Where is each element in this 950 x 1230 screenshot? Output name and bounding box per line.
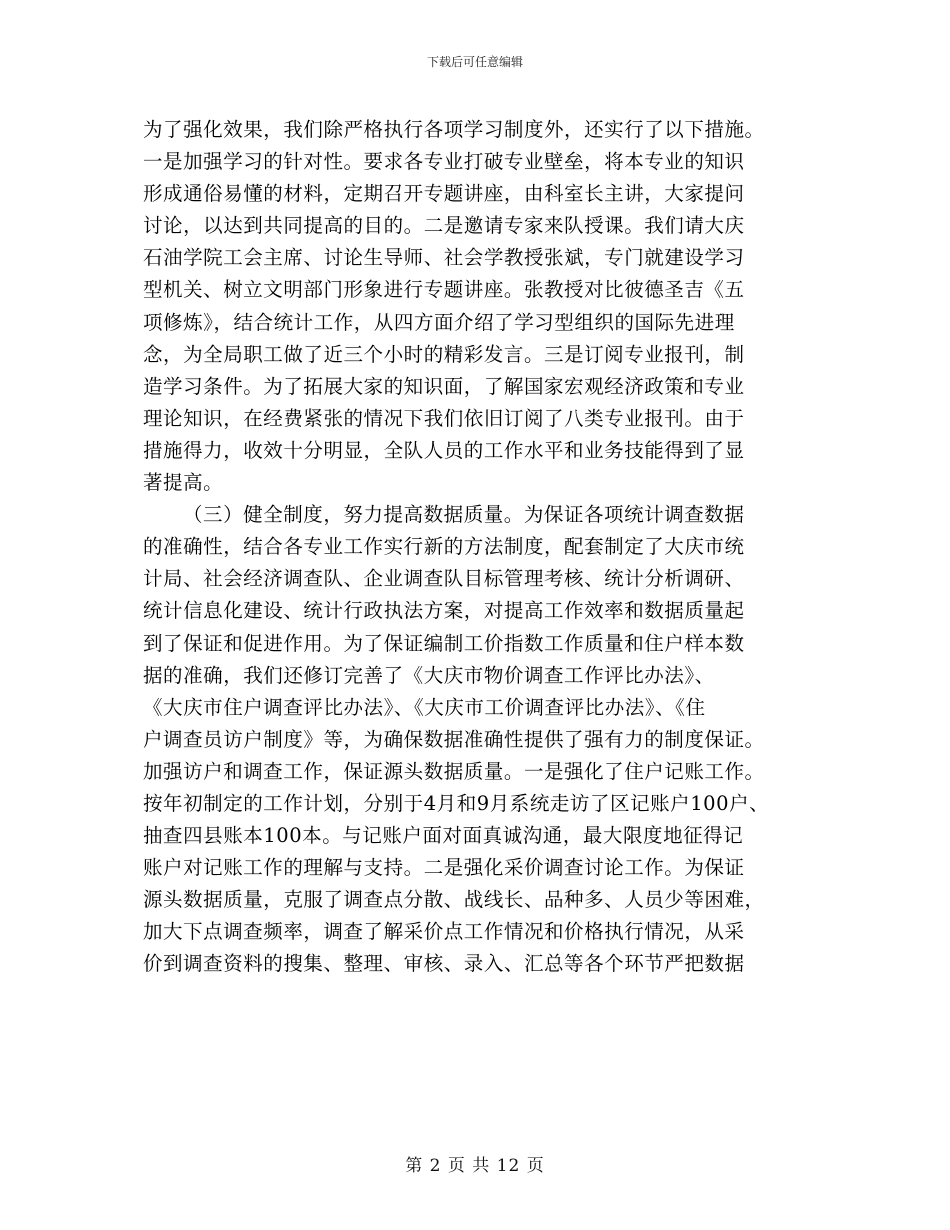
section-heading-line: （三）健全制度，努力提高数据质量。为保证各项统计调查数据 <box>183 503 745 527</box>
page-header-note: 下载后可任意编辑 <box>426 55 523 69</box>
text-line: 到了保证和促进作用。为了保证编制工价指数工作质量和住户样本数 <box>143 631 745 655</box>
text-line: 石油学院工会主席、讨论生导师、社会学教授张斌，专门就建设学习 <box>143 246 745 270</box>
text-line: 源头数据质量，克服了调查点分散、战线长、品种多、人员少等困难， <box>143 888 765 912</box>
text-line: 账户对记账工作的理解与支持。二是强化采价调查讨论工作。为保证 <box>143 856 745 880</box>
text-line: 理论知识，在经费紧张的情况下我们依旧订阅了八类专业报刊。由于 <box>143 406 745 430</box>
text-line: 讨论，以达到共同提高的目的。二是邀请专家来队授课。我们请大庆 <box>143 214 745 238</box>
text-line: 项修炼》，结合统计工作，从四方面介绍了学习型组织的国际先进理 <box>143 310 735 334</box>
text-line: 加强访户和调查工作，保证源头数据质量。一是强化了住户记账工作。 <box>143 759 765 783</box>
text-line: 著提高。 <box>143 471 224 495</box>
text-line: 抽查四县账本100本。与记账户面对面真诚沟通，最大限度地征得记 <box>143 824 744 848</box>
text-line: 计局、社会经济调查队、企业调查队目标管理考核、统计分析调研、 <box>143 567 745 591</box>
text-line: 按年初制定的工作计划，分别于4月和9月系统走访了区记账户100户、 <box>143 791 770 815</box>
text-line: 户调查员访户制度》等，为确保数据准确性提供了强有力的制度保证。 <box>143 727 765 751</box>
text-line: 价到调查资料的搜集、整理、审核、录入、汇总等各个环节严把数据 <box>143 952 745 976</box>
text-line: 形成通俗易懂的材料，定期召开专题讲座，由科室长主讲，大家提问 <box>143 182 745 206</box>
text-line: 统计信息化建设、统计行政执法方案，对提高工作效率和数据质量起 <box>143 599 745 623</box>
text-line: 一是加强学习的针对性。要求各专业打破专业壁垒，将本专业的知识 <box>143 150 745 174</box>
text-line: 念，为全局职工做了近三个小时的精彩发言。三是订阅专业报刊，制 <box>143 342 745 366</box>
text-line: 措施得力，收效十分明显，全队人员的工作水平和业务技能得到了显 <box>143 438 745 462</box>
text-line: 的准确性，结合各专业工作实行新的方法制度，配套制定了大庆市统 <box>143 535 745 559</box>
text-line: 型机关、树立文明部门形象进行专题讲座。张教授对比彼德圣吉《五 <box>143 278 745 302</box>
text-line: 为了强化效果，我们除严格执行各项学习制度外，还实行了以下措施。 <box>143 118 765 141</box>
page-number: 第 2 页 共 12 页 <box>405 1156 545 1176</box>
text-line: 《大庆市住户调查评比办法》、《大庆市工价调查评比办法》、《住 <box>143 695 706 719</box>
text-line: 据的准确，我们还修订完善了《大庆市物价调查工作评比办法》、 <box>143 663 715 687</box>
text-line: 加大下点调查频率，调查了解采价点工作情况和价格执行情况，从采 <box>143 920 745 944</box>
text-line: 造学习条件。为了拓展大家的知识面，了解国家宏观经济政策和专业 <box>143 374 745 398</box>
document-body <box>143 114 803 981</box>
